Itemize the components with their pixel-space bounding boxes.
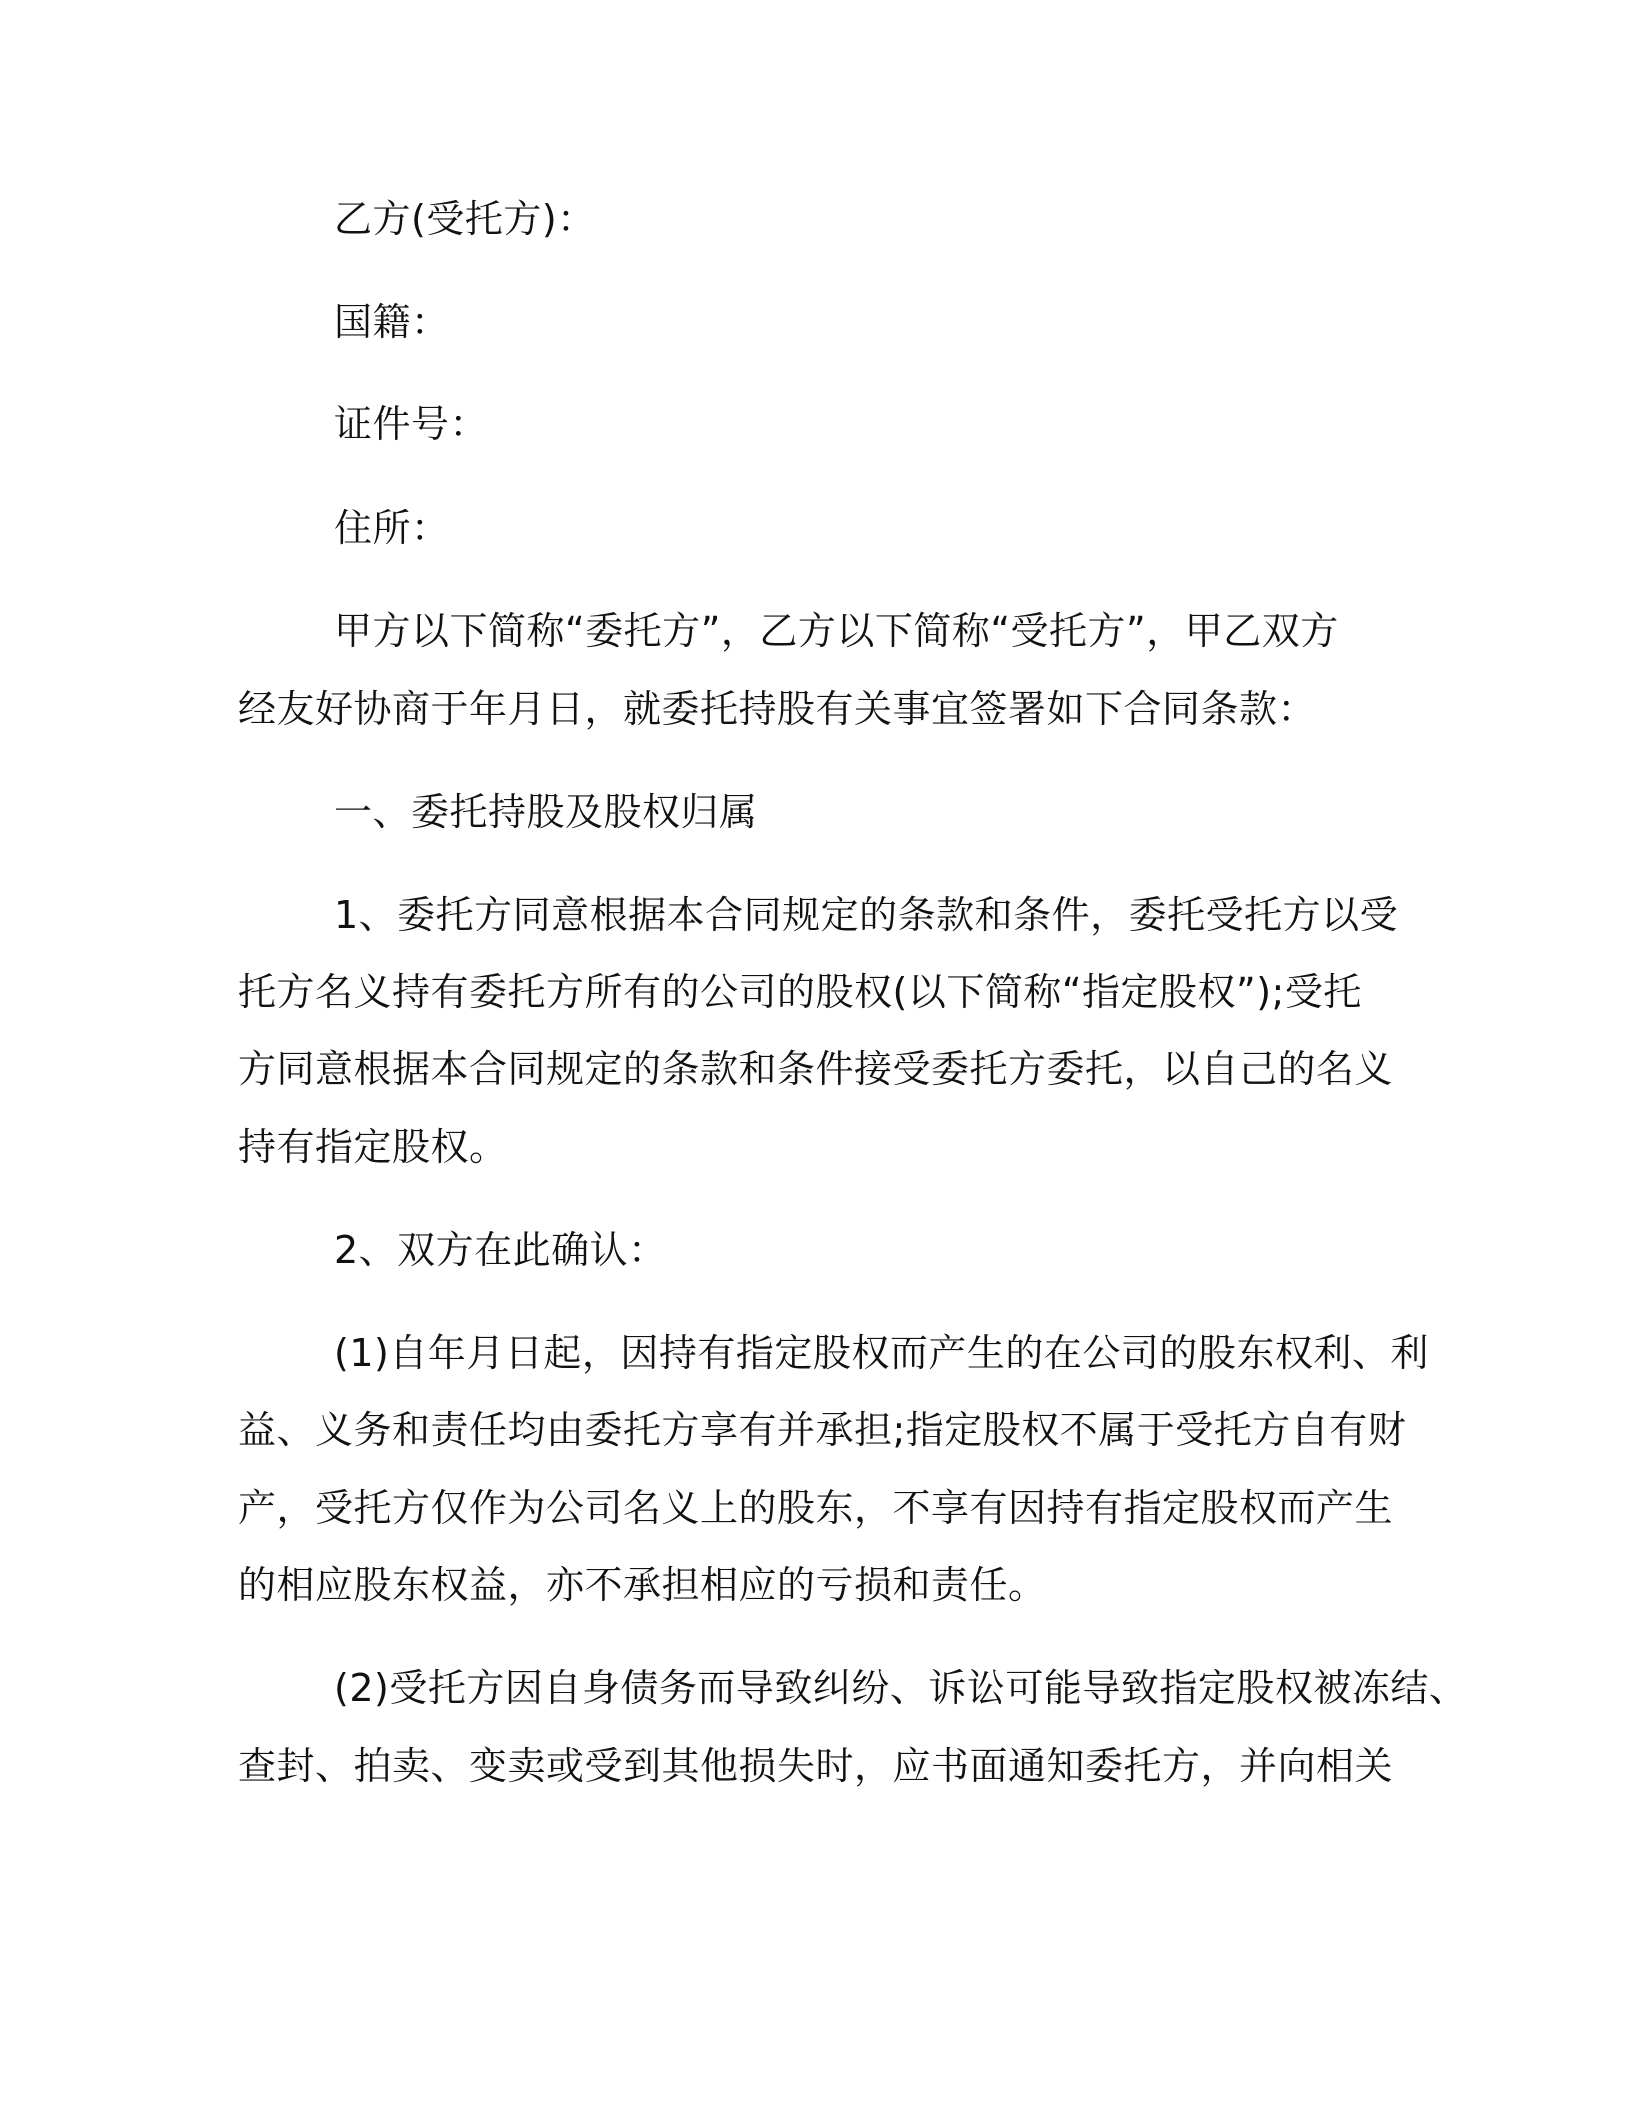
clause-2-heading: 2、双方在此确认： — [334, 1228, 667, 1272]
item-2-line-1: (2)受托方因自身债务而导致纠纷、诉讼可能导致指定股权被冻结、 — [334, 1666, 1468, 1710]
clause-1-line-3: 方同意根据本合同规定的条款和条件接受委托方委托，以自己的名义 — [238, 1047, 1394, 1091]
item-2-line-2: 查封、拍卖、变卖或受到其他损失时，应书面通知委托方，并向相关 — [238, 1744, 1394, 1788]
intro-line-1: 甲方以下简称“委托方”，乙方以下简称“受托方”，甲乙双方 — [334, 609, 1339, 653]
id-number-label: 证件号： — [334, 402, 489, 446]
clause-1-line-1: 1、委托方同意根据本合同规定的条款和条件，委托受托方以受 — [334, 893, 1399, 937]
section-heading: 一、委托持股及股权归属 — [334, 790, 758, 834]
item-1-line-2: 益、义务和责任均由委托方享有并承担;指定股权不属于受托方自有财 — [238, 1408, 1407, 1452]
item-1-line-1: (1)自年月日起，因持有指定股权而产生的在公司的股东权利、利 — [334, 1331, 1429, 1375]
nationality-label: 国籍： — [334, 300, 450, 344]
clause-1-line-2: 托方名义持有委托方所有的公司的股权(以下简称“指定股权”);受托 — [238, 970, 1362, 1014]
address-label: 住所： — [334, 506, 450, 550]
item-1-line-4: 的相应股东权益，亦不承担相应的亏损和责任。 — [238, 1563, 1047, 1607]
party-b-label: 乙方(受托方)： — [334, 197, 596, 241]
clause-1-line-4: 持有指定股权。 — [238, 1125, 508, 1169]
intro-line-2: 经友好协商于年月日，就委托持股有关事宜签署如下合同条款： — [238, 687, 1317, 731]
item-1-line-3: 产，受托方仅作为公司名义上的股东，不享有因持有指定股权而产生 — [238, 1486, 1394, 1530]
